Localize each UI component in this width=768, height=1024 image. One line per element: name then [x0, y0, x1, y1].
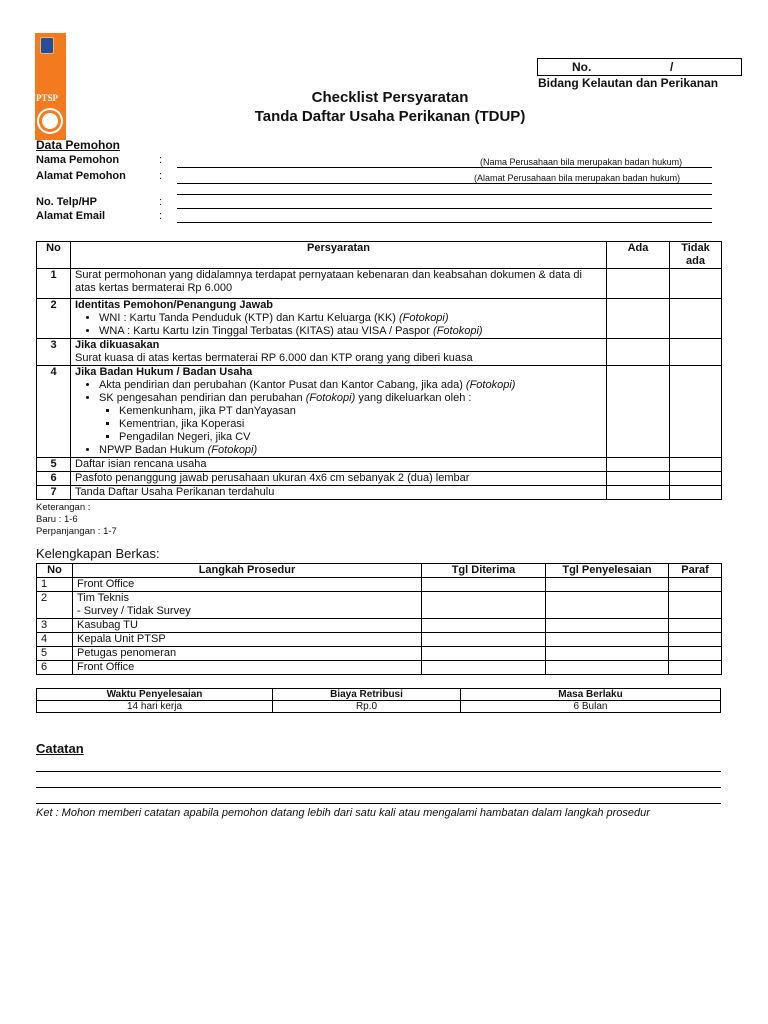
step-sub: - Survey / Tidak Survey — [77, 605, 191, 617]
ada-cell[interactable] — [607, 366, 670, 458]
department: Bidang Kelautan dan Perikanan — [538, 76, 719, 90]
label-telp: No. Telp/HP — [36, 196, 97, 208]
section-heading-pemohon: Data Pemohon — [36, 138, 121, 152]
label-alamat: Alamat Pemohon — [36, 170, 126, 182]
row-text — [71, 339, 607, 366]
ada-cell[interactable] — [607, 339, 670, 366]
biaya-value: Rp.0 — [273, 701, 461, 713]
table-row — [37, 458, 722, 472]
table-row — [37, 647, 722, 661]
col-tgl-diterima: Tgl Diterima — [422, 564, 546, 578]
main-flow — [36, 241, 721, 820]
row-text — [71, 299, 607, 339]
tgl-penyelesaian-cell[interactable] — [546, 661, 669, 675]
list-item — [99, 444, 602, 457]
sub-item: ▪ Pengadilan Negeri, jika CV — [119, 431, 602, 444]
list-item — [99, 312, 602, 325]
tgl-diterima-cell[interactable] — [422, 661, 546, 675]
paraf-cell[interactable] — [669, 661, 722, 675]
row-step: Kepala Unit PTSP — [73, 633, 422, 647]
fotokopi-note: (Fotokopi) — [465, 379, 516, 391]
step-text: Tim Teknis — [77, 592, 129, 604]
ada-cell[interactable] — [607, 486, 670, 500]
emblem-icon — [40, 37, 54, 54]
row-no: 5 — [37, 458, 71, 472]
tidak-ada-cell[interactable] — [670, 299, 722, 339]
table-row — [37, 472, 722, 486]
tidak-ada-cell[interactable] — [670, 458, 722, 472]
item-text: yang dikeluarkan oleh : — [358, 392, 472, 404]
col-masa: Masa Berlaku — [461, 689, 721, 701]
waktu-value: 14 hari kerja — [37, 701, 273, 713]
colon: : — [159, 196, 163, 208]
logo-text: PTSP — [36, 93, 59, 103]
item-text: Surat kuasa di atas kertas bermaterai RP 6.000 dan KTP orang yang diberi kuasa — [75, 352, 473, 364]
fotokopi-note: (Fotokopi) — [399, 312, 449, 324]
col-langkah: Langkah Prosedur — [73, 564, 422, 578]
catatan-line[interactable] — [36, 756, 721, 772]
fotokopi-note: (Fotokopi) — [305, 392, 356, 404]
row-no: 4 — [37, 633, 73, 647]
table-row — [37, 339, 722, 366]
tidak-ada-cell[interactable] — [670, 486, 722, 500]
catatan-note: Ket : Mohon memberi catatan apabila pemohon datang lebih dari satu kali atau mengalami hambatan dalam langkah prosedur — [36, 807, 650, 819]
item-text: Akta pendirian dan perubahan (Kantor Pusat dan Kantor Cabang, jika ada) — [99, 379, 463, 391]
tidak-ada-cell[interactable] — [670, 366, 722, 458]
item-text: SK pengesahan pendirian dan perubahan — [99, 392, 303, 404]
row-no: 6 — [37, 661, 73, 675]
col-waktu: Waktu Penyelesaian — [37, 689, 273, 701]
item-text: NPWP Badan Hukum — [99, 444, 205, 456]
row-text: Tanda Daftar Usaha Perikanan terdahulu — [71, 486, 607, 500]
ada-cell[interactable] — [607, 472, 670, 486]
row-no: 5 — [37, 647, 73, 661]
keterangan-baru: Baru : 1-6 — [36, 514, 78, 525]
tgl-penyelesaian-cell[interactable] — [546, 578, 669, 592]
row-title: Identitas Pemohon/Penangung Jawab — [75, 299, 274, 311]
paraf-cell[interactable] — [669, 619, 722, 633]
catatan-line[interactable] — [36, 772, 721, 788]
colon: : — [159, 170, 163, 182]
row-no: 3 — [37, 619, 73, 633]
email-field[interactable] — [177, 210, 712, 223]
fotokopi-note: (Fotokopi) — [207, 444, 258, 456]
row-text — [71, 366, 607, 458]
col-ada: Ada — [607, 242, 670, 269]
no-separator: / — [670, 60, 674, 74]
masa-value: 6 Bulan — [461, 701, 721, 713]
row-no: 2 — [37, 592, 73, 619]
row-step: Petugas penomeran — [73, 647, 422, 661]
col-biaya: Biaya Retribusi — [273, 689, 461, 701]
title-line-2: Tanda Daftar Usaha Perikanan (TDUP) — [254, 108, 526, 125]
title-line-1: Checklist Persyaratan — [311, 89, 469, 106]
row-no: 4 — [37, 366, 71, 458]
fotokopi-note: (Fotokopi) — [433, 325, 483, 337]
table-row — [37, 661, 722, 675]
tgl-penyelesaian-cell[interactable] — [546, 592, 669, 619]
col-tidak-ada: Tidak ada — [670, 242, 722, 269]
table-row — [37, 299, 722, 339]
section-heading-berkas: Kelengkapan Berkas: — [36, 546, 160, 561]
row-no: 6 — [37, 472, 71, 486]
sub-item: ▪ Kementrian, jika Koperasi — [119, 418, 602, 431]
document-number-box — [537, 58, 742, 76]
row-step: Front Office — [73, 578, 422, 592]
tgl-diterima-cell[interactable] — [422, 592, 546, 619]
row-step: Kasubag TU — [73, 619, 422, 633]
col-tgl-penyelesaian: Tgl Penyelesaian — [546, 564, 669, 578]
colon: : — [159, 154, 163, 166]
paraf-cell[interactable] — [669, 592, 722, 619]
table-row — [37, 486, 722, 500]
tidak-ada-cell[interactable] — [670, 269, 722, 299]
paraf-cell[interactable] — [669, 578, 722, 592]
table-row — [37, 366, 722, 458]
table-row — [37, 269, 722, 299]
keterangan — [36, 502, 721, 538]
ada-cell[interactable] — [607, 458, 670, 472]
table-row — [37, 592, 722, 619]
table-row — [37, 619, 722, 633]
table-row — [37, 633, 722, 647]
procedure-table — [36, 563, 722, 675]
col-no: No — [37, 564, 73, 578]
row-step — [73, 592, 422, 619]
section-heading-catatan: Catatan — [36, 741, 84, 756]
row-no: 1 — [37, 269, 71, 299]
requirements-table — [36, 241, 722, 500]
telp-field[interactable] — [177, 196, 712, 209]
nama-hint: (Nama Perusahaan bila merupakan badan hukum) — [480, 157, 683, 167]
alamat-field-line-2[interactable] — [177, 182, 712, 195]
col-paraf: Paraf — [669, 564, 722, 578]
tgl-diterima-cell[interactable] — [422, 619, 546, 633]
list-item — [99, 379, 602, 392]
label-email: Alamat Email — [36, 210, 106, 222]
ada-cell[interactable] — [607, 269, 670, 299]
paraf-cell[interactable] — [669, 647, 722, 661]
keterangan-title: Keterangan : — [36, 502, 91, 513]
row-text: Daftar isian rencana usaha — [71, 458, 607, 472]
tgl-penyelesaian-cell[interactable] — [546, 633, 669, 647]
info-table — [36, 688, 721, 713]
keterangan-perpanjangan: Perpanjangan : 1-7 — [36, 526, 117, 537]
table-row — [37, 578, 722, 592]
colon: : — [159, 210, 163, 222]
col-no: No — [37, 242, 71, 269]
row-text: Surat permohonan yang didalamnya terdapat pernyataan kebenaran dan keabsahan dokumen & data di atas kertas bermaterai Rp 6.000 — [71, 269, 607, 299]
row-step: Front Office — [73, 661, 422, 675]
ada-cell[interactable] — [607, 299, 670, 339]
row-title: Jika Badan Hukum / Badan Usaha — [75, 366, 253, 378]
row-no: 2 — [37, 299, 71, 339]
row-text: Pasfoto penanggung jawab perusahaan ukuran 4x6 cm sebanyak 2 (dua) lembar — [71, 472, 607, 486]
sub-item: ▪ Kemenkunham, jika PT danYayasan — [119, 405, 602, 418]
item-text: WNA : Kartu Kartu Izin Tinggal Terbatas (KITAS) atau VISA / Paspor — [99, 325, 430, 337]
alamat-hint: (Alamat Perusahaan bila merupakan badan hukum) — [474, 173, 681, 183]
row-no: 7 — [37, 486, 71, 500]
tgl-penyelesaian-cell[interactable] — [546, 619, 669, 633]
col-persyaratan: Persyaratan — [71, 242, 607, 269]
row-no: 3 — [37, 339, 71, 366]
no-label: No. — [572, 60, 592, 74]
item-text: WNI : Kartu Tanda Penduduk (KTP) dan Kartu Keluarga (KK) — [99, 312, 396, 324]
label-nama: Nama Pemohon — [36, 154, 120, 166]
catatan-line[interactable] — [36, 788, 721, 804]
tidak-ada-cell[interactable] — [670, 339, 722, 366]
tgl-penyelesaian-cell[interactable] — [546, 647, 669, 661]
tidak-ada-cell[interactable] — [670, 472, 722, 486]
list-item — [99, 325, 602, 338]
tgl-diterima-cell[interactable] — [422, 633, 546, 647]
row-no: 1 — [37, 578, 73, 592]
paraf-cell[interactable] — [669, 633, 722, 647]
row-title: Jika dikuasakan — [75, 339, 160, 351]
list-item — [99, 392, 602, 444]
tgl-diterima-cell[interactable] — [422, 578, 546, 592]
tgl-diterima-cell[interactable] — [422, 647, 546, 661]
